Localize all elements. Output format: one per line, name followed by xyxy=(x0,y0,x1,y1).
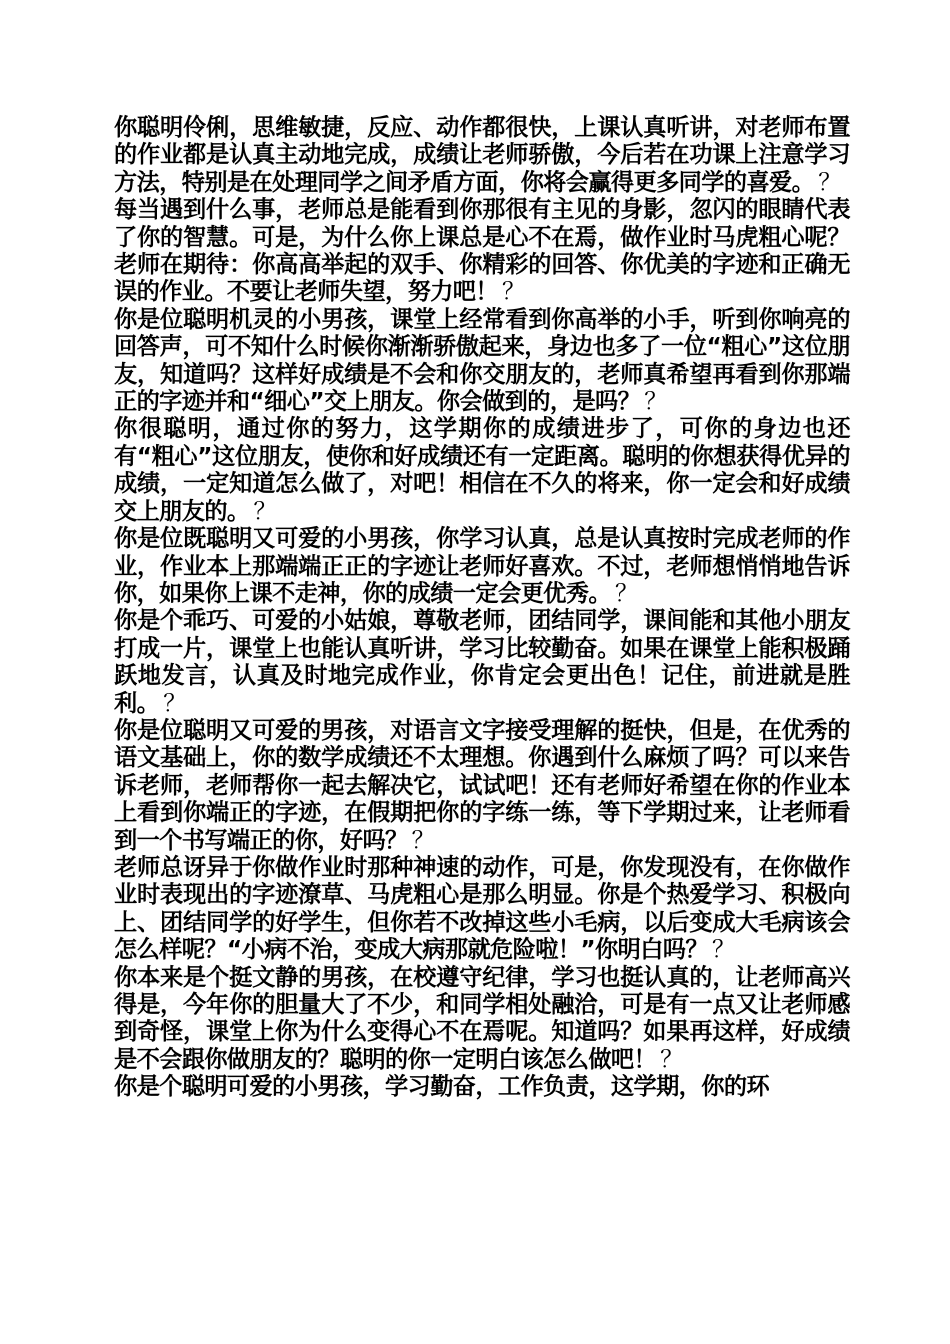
paragraph-end-mark: ？ xyxy=(660,1045,683,1073)
comment-paragraph-10 xyxy=(114,1073,850,1100)
paragraph-end-mark: ？ xyxy=(253,497,277,525)
paragraph-text: 你是位聪明机灵的小男孩，课堂上经常看到你高举的小手，听到你响亮的回答声，可不知什么时候你渐渐骄傲起来，身边也多了一位“粗心”这位朋友，知道吗？这样好成绩是不会和你交朋友的，老师真希望再看到你那端正的字迹并和“细心”交上朋友。你会做到的，是吗？ xyxy=(114,305,850,416)
comment-paragraph-4 xyxy=(114,415,850,525)
paragraph-text: 老师总讶异于你做作业时那种神速的动作，可是，你发现没有，在你做作业时表现出的字迹潦草、马虎粗心是那么明显。你是个热爱学习、积极向上、团结同学的好学生，但你若不改掉这些小毛病，以后变成大毛病该会怎么样呢？“小病不治，变成大病那就危险啦！”你明白吗？ xyxy=(114,853,850,964)
paragraph-end-mark: ？ xyxy=(711,936,735,964)
paragraph-text: 你是个乖巧、可爱的小姑娘，尊敬老师，团结同学，课间能和其他小朋友打成一片，课堂上也能认真听讲，学习比较勤奋。如果在课堂上能积极踊跃地发言，认真及时地完成作业，你肯定会更出色！记住，前进就是胜利。 xyxy=(114,607,850,717)
comment-paragraph-1 xyxy=(114,114,850,196)
comment-paragraph-7 xyxy=(114,717,850,854)
paragraph-text: 你是位聪明又可爱的男孩，对语言文字接受理解的挺快，但是，在优秀的语文基础上，你的数学成绩还不太理想。你遇到什么麻烦了吗？可以来告诉老师，老师帮你一起去解决它，试试吧！还有老师好希望在你的作业本上看到你端正的字迹，在假期把你的字练一练，等下学期过来，让老师看到一个书写端正的你，好吗？ xyxy=(114,716,850,854)
paragraph-text: 你是个聪明可爱的小男孩，学习勤奋，工作负责，这学期，你的环 xyxy=(114,1073,770,1101)
comment-paragraph-3 xyxy=(114,306,850,416)
paragraph-end-mark: ？ xyxy=(411,826,435,854)
paragraph-end-mark: ？ xyxy=(502,278,525,306)
comment-paragraph-2 xyxy=(114,196,850,306)
paragraph-text: 你是位既聪明又可爱的小男孩，你学习认真，总是认真按时完成老师的作业，作业本上那端端正正的字迹让老师好喜欢。不过，老师想悄悄地告诉你，如果你上课不走神，你的成绩一定会更优秀。 xyxy=(114,525,850,607)
document-page xyxy=(114,114,850,1101)
paragraph-end-mark: ？ xyxy=(818,168,841,196)
paragraph-end-mark: ？ xyxy=(614,579,638,607)
paragraph-text: 每当遇到什么事，老师总是能看到你那很有主见的身影，忽闪的眼睛代表了你的智慧。可是，为什么你上课总是心不在焉，做作业时马虎粗心呢？老师在期待：你高高举起的双手、你精彩的回答、你优美的字迹和正确无误的作业。不要让老师失望，努力吧！ xyxy=(114,196,850,306)
paragraph-text: 你很聪明，通过你的努力，这学期你的成绩进步了，可你的身边也还有“粗心”这位朋友，使你和好成绩还有一定距离。聪明的你想获得优异的成绩，一定知道怎么做了，对吧！相信在不久的将来，你一定会和好成绩交上朋友的。 xyxy=(114,415,850,525)
comment-paragraph-6 xyxy=(114,607,850,717)
comment-paragraph-5 xyxy=(114,525,850,607)
paragraph-end-mark: ？ xyxy=(644,388,667,416)
paragraph-end-mark: ？ xyxy=(163,689,186,717)
comment-paragraph-9 xyxy=(114,964,850,1074)
paragraph-text: 你聪明伶俐，思维敏捷，反应、动作都很快，上课认真听讲，对老师布置的作业都是认真主动地完成，成绩让老师骄傲，今后若在功课上注意学习方法，特别是在处理同学之间矛盾方面，你将会赢得更多同学的喜爱。 xyxy=(114,114,850,196)
comment-paragraph-8 xyxy=(114,854,850,964)
paragraph-text: 你本来是个挺文静的男孩，在校遵守纪律，学习也挺认真的，让老师高兴得是，今年你的胆量大了不少，和同学相处融洽，可是有一点又让老师感到奇怪，课堂上你为什么变得心不在焉呢。知道吗？如果再这样，好成绩是不会跟你做朋友的？聪明的你一定明白该怎么做吧！ xyxy=(114,963,850,1073)
